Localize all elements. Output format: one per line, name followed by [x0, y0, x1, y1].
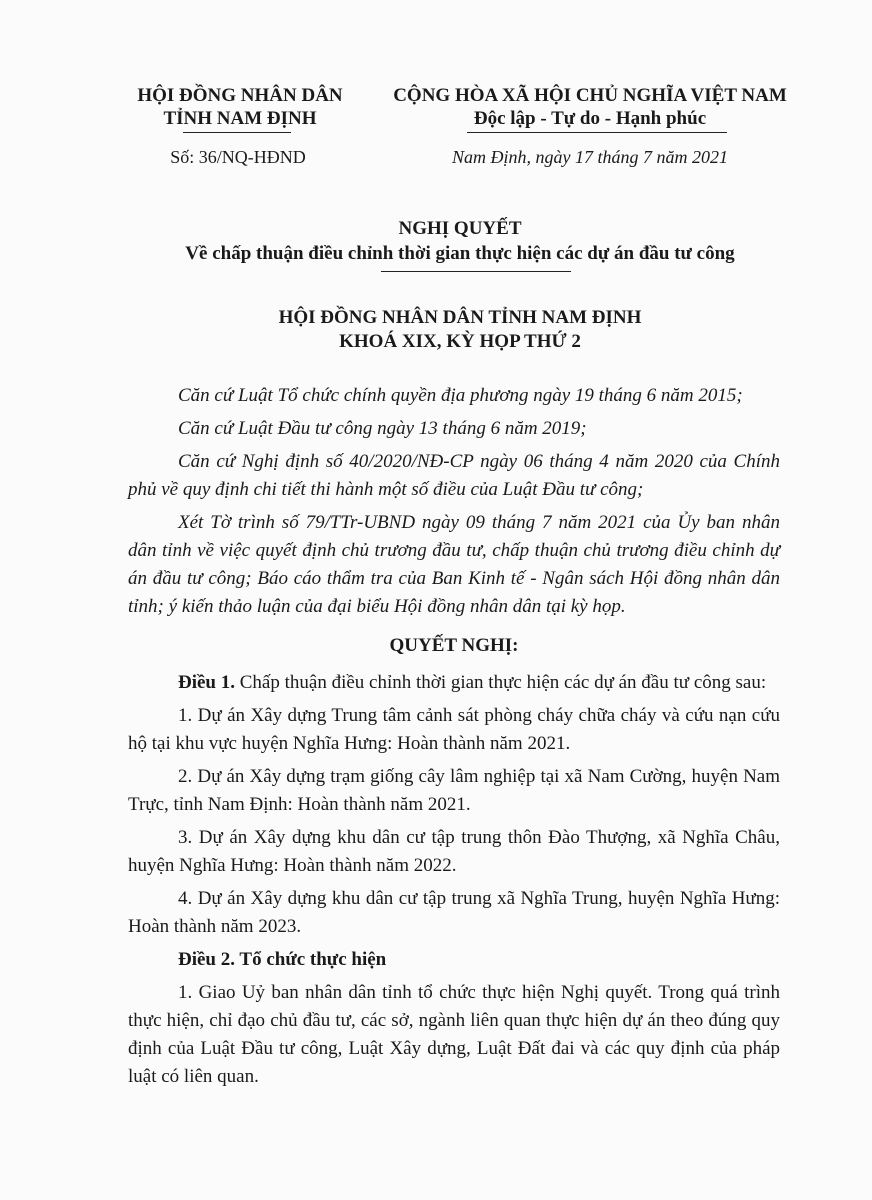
- place-date: Nam Định, ngày 17 tháng 7 năm 2021: [452, 147, 728, 167]
- legal-basis-2: Căn cứ Luật Đầu tư công ngày 13 tháng 6 năm 2019;: [178, 418, 587, 439]
- document-number: Số: 36/NQ-HĐND: [170, 147, 306, 167]
- national-motto: Độc lập - Tự do - Hạnh phúc: [473, 108, 707, 129]
- legal-basis-3: Căn cứ Nghị định số 40/2020/NĐ-CP ngày 06 tháng 4 năm 2020 của Chính phủ về quy định chi tiết thi hành một số điều của Luật Đầu tư công;: [128, 451, 780, 500]
- article-1-item-4: 4. Dự án Xây dựng khu dân cư tập trung xã Nghĩa Trung, huyện Nghĩa Hưng: Hoàn thành năm 2023.: [128, 888, 780, 937]
- article-2-item-1: 1. Giao Uỷ ban nhân dân tỉnh tổ chức thực hiện Nghị quyết. Trong quá trình thực hiện, chỉ đạo chủ đầu tư, các sở, ngành liên quan thực hiện dự án theo đúng quy định của Luật Đầu tư công, Luật Xây dựng, Luật Đất đai và các quy định của pháp luật có liên quan.: [128, 982, 780, 1087]
- council-name: HỘI ĐỒNG NHÂN DÂN TỈNH NAM ĐỊNH: [278, 307, 642, 328]
- org-line-2: TỈNH NAM ĐỊNH: [163, 108, 317, 129]
- issuing-organization: [120, 84, 360, 130]
- article-1: [128, 669, 780, 697]
- document-type: NGHỊ QUYẾT: [398, 218, 522, 239]
- article-1-label: Điều 1.: [178, 672, 235, 693]
- article-1-text: Chấp thuận điều chỉnh thời gian thực hiện các dự án đầu tư công sau:: [235, 672, 767, 693]
- legal-basis-1: Căn cứ Luật Tổ chức chính quyền địa phương ngày 19 tháng 6 năm 2015;: [178, 385, 743, 406]
- country-name: CỘNG HÒA XÃ HỘI CHỦ NGHĨA VIỆT NAM: [393, 85, 787, 106]
- national-header: [380, 84, 800, 130]
- title-underline: [381, 271, 571, 272]
- article-1-item-2: 2. Dự án Xây dựng trạm giống cây lâm nghiệp tại xã Nam Cường, huyện Nam Trực, tỉnh Nam Định: Hoàn thành năm 2021.: [128, 766, 780, 815]
- motto-underline: [467, 132, 727, 133]
- article-1-item-3: 3. Dự án Xây dựng khu dân cư tập trung thôn Đào Thượng, xã Nghĩa Châu, huyện Nghĩa Hưng: Hoàn thành năm 2022.: [128, 827, 780, 876]
- document-title: [90, 216, 830, 266]
- article-2-heading: Điều 2. Tổ chức thực hiện: [178, 949, 387, 970]
- article-1-item-1: 1. Dự án Xây dựng Trung tâm cảnh sát phòng cháy chữa cháy và cứu nạn cứu hộ tại khu vực huyện Nghĩa Hưng: Hoàn thành năm 2021.: [128, 705, 780, 754]
- legal-basis-4: Xét Tờ trình số 79/TTr-UBND ngày 09 tháng 7 năm 2021 của Ủy ban nhân dân tỉnh về việc quyết định chủ trương đầu tư, chấp thuận chủ trương điều chỉnh dự án đầu tư công; Báo cáo thẩm tra của Ban Kinh tế - Ngân sách Hội đồng nhân dân tỉnh; ý kiến thảo luận của đại biểu Hội đồng nhân dân tại kỳ họp.: [128, 512, 780, 617]
- council-heading: [90, 306, 830, 354]
- document-body: [128, 382, 780, 1096]
- council-session: KHOÁ XIX, KỲ HỌP THỨ 2: [339, 331, 581, 352]
- org-line-1: HỘI ĐỒNG NHÂN DÂN: [137, 85, 343, 106]
- decision-heading: QUYẾT NGHỊ:: [389, 635, 519, 656]
- org-underline: [183, 132, 291, 133]
- document-subject: Về chấp thuận điều chỉnh thời gian thực hiện các dự án đầu tư công: [185, 243, 735, 264]
